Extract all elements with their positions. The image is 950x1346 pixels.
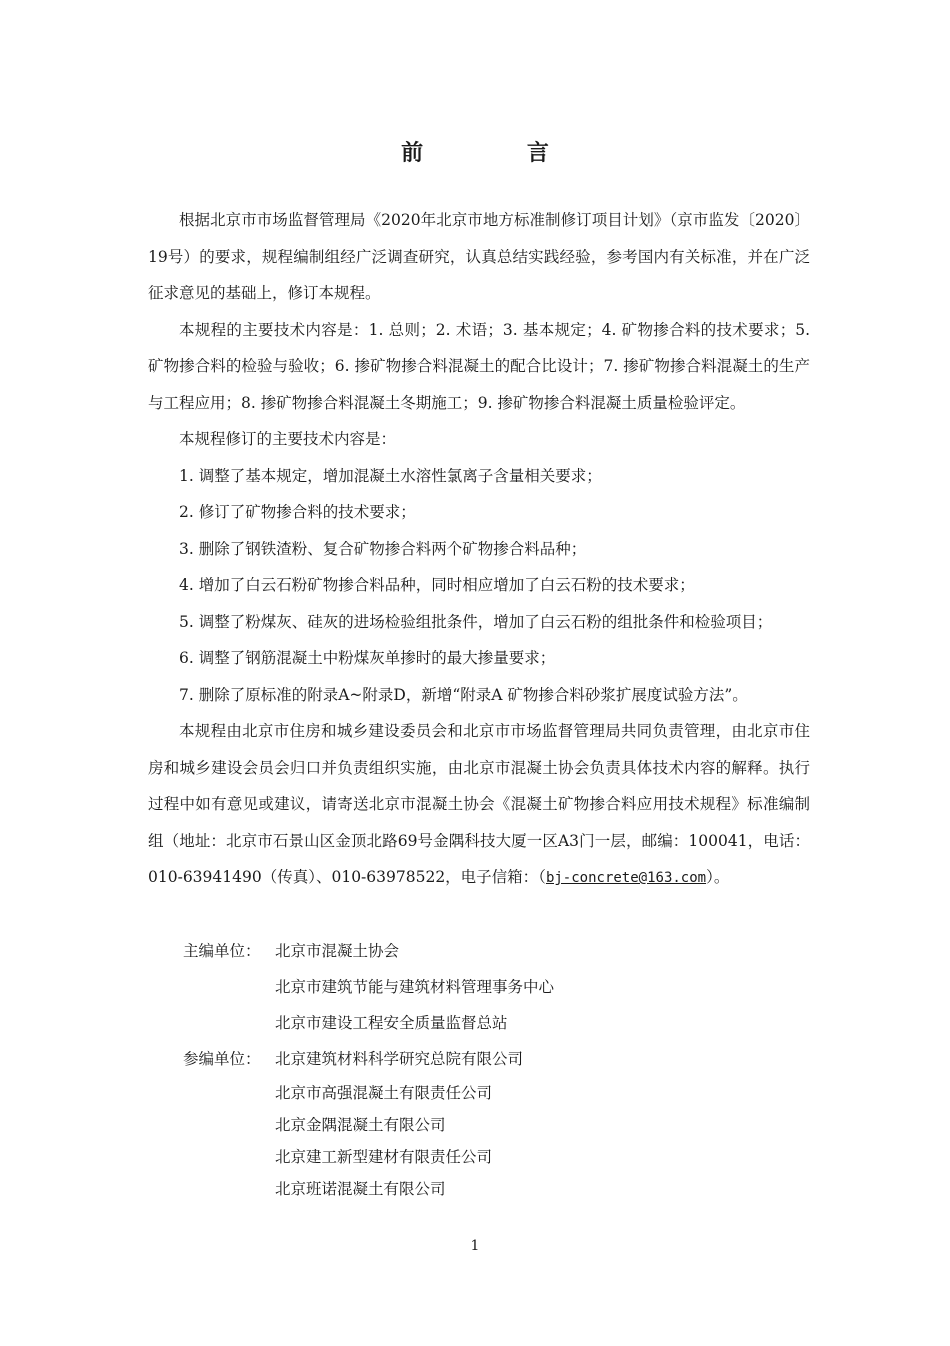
foreword-body xyxy=(148,202,810,897)
revision-item: 7. 删除了原标准的附录A~附录D，新增“附录A 矿物掺合料砂浆扩展度试验方法”。 xyxy=(179,685,748,704)
participant-name: 北京建筑材料科学研究总院有限公司 xyxy=(275,1050,524,1068)
revision-item: 6. 调整了钢筋混凝土中粉煤灰单掺时的最大掺量要求； xyxy=(179,649,556,667)
participant-row xyxy=(183,1041,554,1077)
participant-row xyxy=(183,1077,554,1109)
management-text: 本规程由北京市住房和城乡建设委员会和北京市市场监督管理局共同负责管理，由北京市住房和城乡建设会员会归口并负责组织实施，由北京市混凝土协会负责具体技术内容的解释。执行过程中如有意见或建议，请寄送北京市混凝土协会《混凝土矿物掺合料应用技术规程》标准编制组（地址：北京市石景山区金顶北路69号金隅科技大厦一区A3门一层，邮编：100041，电话：010-63941490（传真）、010-63978522，电子信箱：（ xyxy=(148,722,810,886)
units-section xyxy=(183,933,554,1205)
email-link[interactable]: bj-concrete@163.com xyxy=(545,870,707,886)
management-text-end: ）。 xyxy=(706,868,730,886)
participant-label: 参编单位： xyxy=(183,1050,261,1068)
chief-editor-name: 北京市建设工程安全质量监督总站 xyxy=(275,1014,508,1032)
revision-item: 5. 调整了粉煤灰、硅灰的进场检验组批条件，增加了白云石粉的组批条件和检验项目； xyxy=(179,612,773,631)
participant-row xyxy=(183,1173,554,1205)
page-title: 前 言 xyxy=(401,140,597,166)
participant-name: 北京班诺混凝土有限公司 xyxy=(275,1180,446,1198)
participant-name: 北京建工新型建材有限责任公司 xyxy=(275,1148,493,1166)
participant-name: 北京市高强混凝土有限责任公司 xyxy=(275,1084,493,1102)
paragraph-revision-intro: 本规程修订的主要技术内容是： xyxy=(179,430,397,448)
revision-item: 2. 修订了矿物掺合料的技术要求； xyxy=(179,503,416,521)
paragraph-background: 根据北京市市场监督管理局《2020年北京市地方标准制修订项目计划》（京市监发〔2020〕19号）的要求，规程编制组经广泛调查研究，认真总结实践经验，参考国内有关标准，并在广泛征求意见的基础上，修订本规程。 xyxy=(148,211,810,302)
chief-editor-row xyxy=(183,1005,554,1041)
chief-editor-name: 北京市建筑节能与建筑材料管理事务中心 xyxy=(275,978,555,996)
chief-editor-name: 北京市混凝土协会 xyxy=(275,942,400,960)
paragraph-management xyxy=(148,713,810,897)
page-number: 1 xyxy=(470,1238,480,1254)
revision-item: 4. 增加了白云石粉矿物掺合料品种，同时相应增加了白云石粉的技术要求； xyxy=(179,576,695,594)
participant-row xyxy=(183,1109,554,1141)
paragraph-main-content: 本规程的主要技术内容是：1. 总则；2. 术语；3. 基本规定；4. 矿物掺合料的技术要求；5. 矿物掺合料的检验与验收；6. 掺矿物掺合料混凝土的配合比设计；7. 掺矿物掺合料混凝土的生产与工程应用；8. 掺矿物掺合料混凝土冬期施工；9. 掺矿物掺合料混凝土质量检验评定。 xyxy=(148,320,810,412)
revision-item: 3. 删除了钢铁渣粉、复合矿物掺合料两个矿物掺合料品种； xyxy=(179,539,587,558)
participant-name: 北京金隅混凝土有限公司 xyxy=(275,1116,446,1134)
revision-item: 1. 调整了基本规定，增加混凝土水溶性氯离子含量相关要求； xyxy=(179,466,602,485)
participant-row xyxy=(183,1141,554,1173)
chief-editor-row xyxy=(183,969,554,1005)
chief-editor-row xyxy=(183,933,554,969)
chief-editor-label: 主编单位： xyxy=(183,942,261,960)
